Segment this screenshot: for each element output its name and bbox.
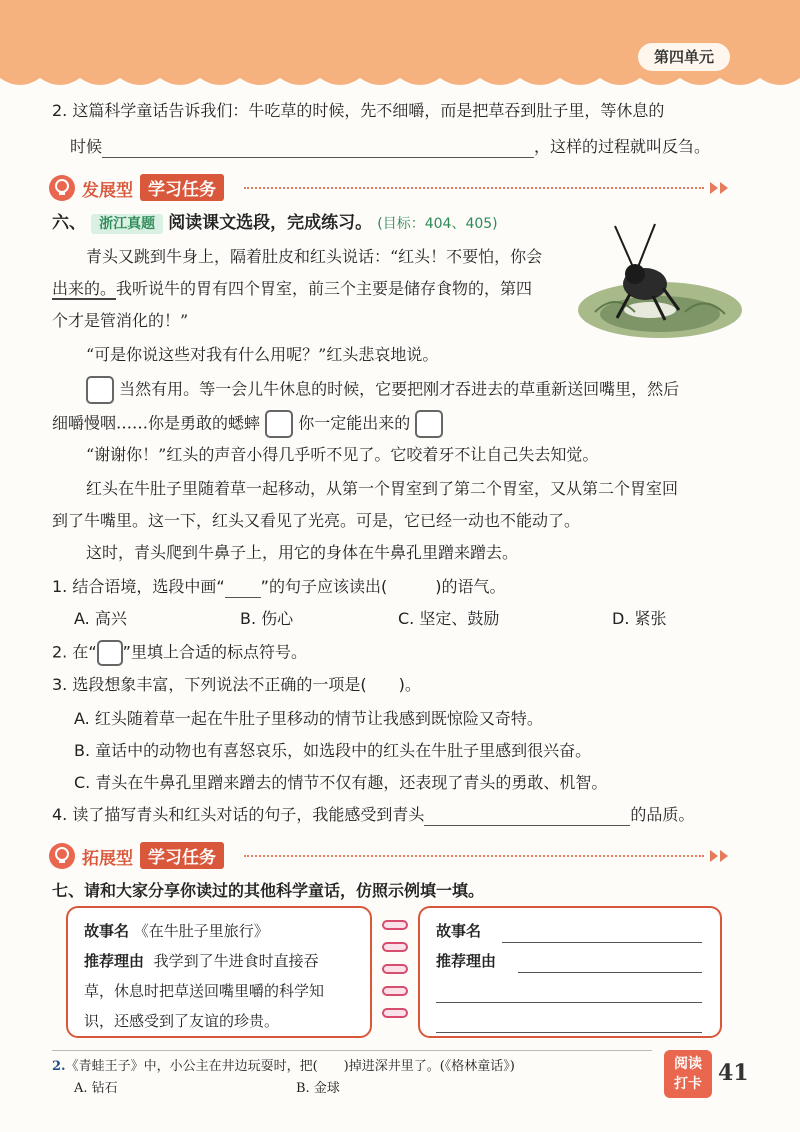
q1-part-a: 1. 结合语境，选段中画“ xyxy=(52,577,225,596)
sample-box xyxy=(97,640,123,666)
reason-line3: 识，还感受到了友谊的珍贵。 xyxy=(84,1012,280,1030)
reason-blank-3[interactable] xyxy=(436,1014,702,1033)
footer-option-a[interactable]: A. 钻石 xyxy=(74,1081,118,1096)
story-name-blank[interactable] xyxy=(502,924,702,943)
reason-line2: 草，休息时把草送回嘴里嚼的科学知 xyxy=(84,982,325,1000)
passage-p3-text: 当然有用。等一会儿牛休息的时候，它要把刚才吞进去的草重新送回嘴里，然后 xyxy=(119,379,680,399)
section6-number: 六、 xyxy=(52,213,86,233)
question-2 xyxy=(52,640,307,666)
answer-name-row xyxy=(436,920,481,942)
q3-option-c[interactable]: C. 青头在牛鼻孔里蹭来蹭去的情节不仅有趣，还表现了青头的勇敢、机智。 xyxy=(74,773,608,792)
q3-option-b[interactable]: B. 童话中的动物也有喜怒哀乐，如选段中的红头在牛肚子里感到很兴奋。 xyxy=(74,741,592,760)
lightbulb-icon xyxy=(48,174,78,202)
reason-label: 推荐理由 xyxy=(84,952,145,970)
question-4 xyxy=(52,804,694,826)
badge-line2: 打卡 xyxy=(674,1076,702,1092)
q2-part-b: ”里填上合适的标点符号。 xyxy=(122,642,307,662)
passage-p2: “可是你说这些对我有什么用呢？”红头悲哀地说。 xyxy=(86,345,439,364)
q1-option-b[interactable]: B. 伤心 xyxy=(240,609,294,628)
q4-part-b: 的品质。 xyxy=(630,805,695,824)
cricket-illustration xyxy=(575,222,745,342)
name-label: 故事名 xyxy=(84,922,130,940)
example-card xyxy=(66,906,372,1038)
ring xyxy=(382,1008,408,1018)
ring xyxy=(382,942,408,952)
passage-p6: 这时，青头爬到牛鼻子上，用它的身体在牛鼻孔里蹭来蹭去。 xyxy=(86,543,519,562)
example-name-row xyxy=(84,920,269,942)
passage-p3-line2 xyxy=(52,410,443,438)
section6-header xyxy=(52,212,498,235)
section6-title: 阅读课文选段，完成练习。 xyxy=(168,213,373,233)
answer-blank[interactable] xyxy=(102,139,534,158)
passage-p5-line1: 红头在牛肚子里随着草一起移动，从第一个胃室到了第二个胃室，又从第二个胃室回 xyxy=(86,479,679,498)
reason-blank-1[interactable] xyxy=(518,954,702,973)
passage-p4: “谢谢你！”红头的声音小得几乎听不见了。它咬着牙不让自己失去知觉。 xyxy=(86,445,599,464)
banner-title: 学习任务 xyxy=(140,842,224,869)
punctuation-box-3[interactable] xyxy=(415,410,443,438)
ring xyxy=(382,920,408,930)
prev-q2-line2 xyxy=(70,136,710,158)
banner-dots xyxy=(244,855,704,857)
underlined-sentence: 出来的。 xyxy=(52,279,117,298)
answer-reason-row xyxy=(436,950,496,972)
section7-title: 七、请和大家分享你读过的其他科学童话，仿照示例填一填。 xyxy=(52,881,485,900)
passage-p1-line2 xyxy=(52,278,532,300)
passage-p1-line1: 青头又跳到牛身上，隔着肚皮和红头说话：“红头！不要怕，你会 xyxy=(86,247,543,266)
punctuation-box-1[interactable] xyxy=(86,376,114,404)
arrow-icon xyxy=(710,180,736,196)
q4-part-a: 4. 读了描写青头和红头对话的句子，我能感受到青头 xyxy=(52,805,425,824)
q1-option-a[interactable]: A. 高兴 xyxy=(74,609,127,628)
ring xyxy=(382,986,408,996)
question-3: 3. 选段想象丰富，下列说法不正确的一项是( )。 xyxy=(52,675,421,694)
prev-q2-line1: 2. 这篇科学童话告诉我们：牛吃草的时候，先不细嚼，而是把草吞到肚子里，等休息的 xyxy=(52,101,665,120)
name-value: 《在牛肚子里旅行》 xyxy=(133,922,269,940)
exam-tag: 浙江真题 xyxy=(91,214,163,234)
passage-p5-line2: 到了牛嘴里。这一下，红头又看见了光亮。可是，它已经一动也不能动了。 xyxy=(52,511,581,530)
prev-q2-end: ，这样的过程就叫反刍。 xyxy=(534,137,711,156)
target-label: (目标：404、405) xyxy=(377,216,498,232)
banner-dots xyxy=(244,187,704,189)
punctuation-box-2[interactable] xyxy=(265,410,293,438)
reading-checkin-badge xyxy=(664,1050,712,1098)
binder-rings xyxy=(372,916,418,1036)
lightbulb-icon xyxy=(48,842,78,870)
badge-line1: 阅读 xyxy=(674,1056,702,1072)
page-number: 41 xyxy=(718,1060,749,1086)
passage-p1-line2-rest: 我听说牛的胃有四个胃室，前三个主要是储存食物的，第四 xyxy=(116,279,533,298)
example-reason-row xyxy=(84,950,319,972)
question-1 xyxy=(52,576,505,598)
q1-part-c: )的语气。 xyxy=(435,577,506,596)
q1-part-b: ”的句子应该读出( xyxy=(260,577,388,596)
reason-line1: 我学到了牛进食时直接吞 xyxy=(153,952,319,970)
banner-extension xyxy=(48,842,738,870)
underline-sample xyxy=(225,579,261,598)
prev-q2-start: 时候 xyxy=(70,137,103,156)
footer-option-b[interactable]: B. 金球 xyxy=(296,1081,340,1096)
footer-question xyxy=(52,1056,515,1078)
reason-label: 推荐理由 xyxy=(436,952,497,970)
passage-p3-line2-b: 你一定能出来的 xyxy=(298,413,411,433)
footer-q-text: 《青蛙王子》中，小公主在井边玩耍时，把( )掉进深井里了。(《格林童话》) xyxy=(65,1059,515,1074)
banner-prefix: 发展型 xyxy=(82,181,133,201)
name-label: 故事名 xyxy=(436,922,482,940)
passage-p3-line1 xyxy=(86,376,679,404)
q3-option-a[interactable]: A. 红头随着草一起在牛肚子里移动的情节让我感到既惊险又奇特。 xyxy=(74,709,543,728)
answer-card xyxy=(418,906,722,1038)
passage-p1-line3: 个才是管消化的！” xyxy=(52,311,189,330)
ring xyxy=(382,964,408,974)
unit-label: 第四单元 xyxy=(638,43,730,71)
q2-part-a: 2. 在“ xyxy=(52,642,97,662)
footer-q-num: 2. xyxy=(52,1059,66,1074)
q1-option-d[interactable]: D. 紧张 xyxy=(612,609,667,628)
banner-prefix: 拓展型 xyxy=(82,849,133,869)
banner-title: 学习任务 xyxy=(140,174,224,201)
reason-blank-2[interactable] xyxy=(436,984,702,1003)
banner-development xyxy=(48,174,738,202)
footer-divider xyxy=(52,1050,652,1051)
passage-p3-line2-a: 细嚼慢咽……你是勇敢的蟋蟀 xyxy=(52,413,261,433)
q4-answer-blank[interactable] xyxy=(424,807,630,826)
q1-option-c[interactable]: C. 坚定、鼓励 xyxy=(398,609,500,628)
arrow-icon xyxy=(710,848,736,864)
